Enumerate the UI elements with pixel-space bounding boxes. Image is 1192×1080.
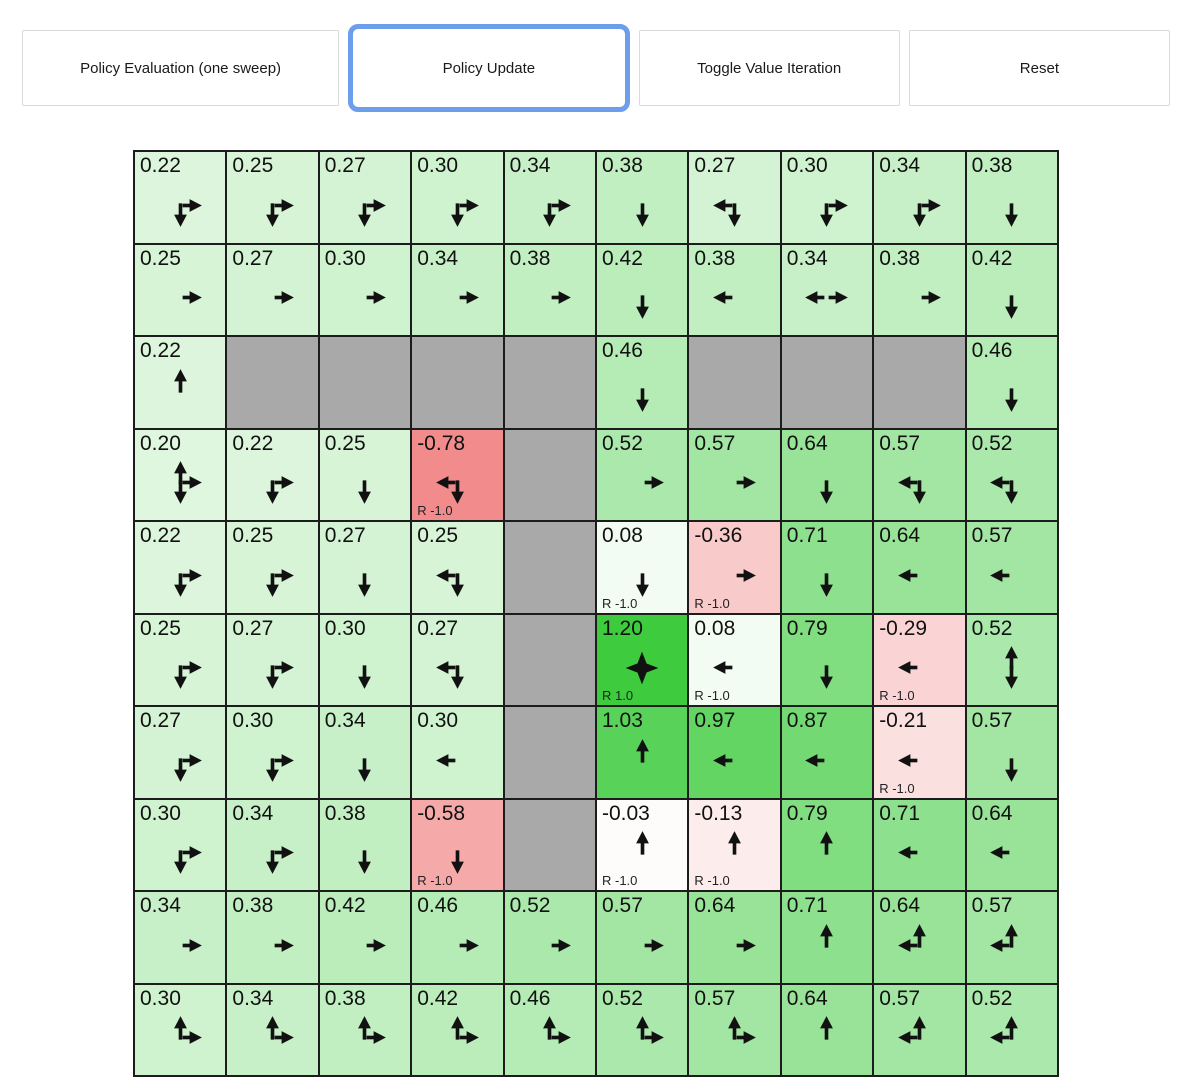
grid-cell <box>320 707 410 798</box>
grid-cell <box>597 337 687 428</box>
cell-value: -0.13 <box>694 801 743 825</box>
grid-cell <box>689 522 779 613</box>
policy-arrow-icon <box>619 829 666 876</box>
reward-label: R -1.0 <box>879 688 915 703</box>
policy-arrow-icon <box>526 1014 573 1061</box>
grid-cell <box>320 152 410 243</box>
cell-value: 0.38 <box>324 801 366 825</box>
grid-cell <box>689 430 779 521</box>
wall-cell <box>505 522 595 613</box>
cell-value: 0.34 <box>232 986 274 1010</box>
grid-cell <box>135 152 225 243</box>
policy-arrow-icon <box>249 182 296 229</box>
grid-cell <box>320 985 410 1076</box>
cell-value: -0.58 <box>417 801 466 825</box>
grid-cell <box>782 245 872 336</box>
cell-value: 0.64 <box>786 986 828 1010</box>
cell-value: 0.25 <box>232 154 274 177</box>
policy-evaluation-button[interactable]: Policy Evaluation (one sweep) <box>22 30 339 106</box>
cell-value: 0.27 <box>417 616 459 640</box>
grid-cell <box>874 152 964 243</box>
grid-cell <box>135 337 225 428</box>
cell-value: 0.46 <box>509 986 551 1010</box>
grid-cell <box>505 985 595 1076</box>
cell-value: -0.36 <box>694 524 743 547</box>
grid-cell <box>135 522 225 613</box>
policy-arrow-icon <box>896 644 943 691</box>
grid-cell <box>412 152 502 243</box>
policy-arrow-icon <box>249 459 296 506</box>
cell-value: -0.78 <box>417 431 466 455</box>
grid-cell <box>320 430 410 521</box>
cell-value: 0.22 <box>140 524 181 547</box>
grid-cell <box>782 430 872 521</box>
cell-value: 0.71 <box>786 524 828 547</box>
grid-cell <box>597 985 687 1076</box>
policy-arrow-icon <box>341 274 388 321</box>
grid-cell <box>874 800 964 891</box>
wall-cell <box>412 337 502 428</box>
grid-cell <box>412 707 502 798</box>
policy-arrow-icon <box>434 737 481 784</box>
cell-value: 1.03 <box>602 709 643 732</box>
grid-cell <box>874 985 964 1076</box>
policy-arrow-icon <box>988 644 1035 691</box>
grid-cell <box>227 430 317 521</box>
grid-cell <box>597 245 687 336</box>
policy-arrow-icon <box>896 274 943 321</box>
reward-label: R -1.0 <box>417 873 453 888</box>
wall-cell <box>505 615 595 706</box>
cell-value: 0.27 <box>140 709 181 732</box>
policy-arrow-icon <box>434 459 481 506</box>
policy-arrow-icon <box>711 1014 758 1061</box>
policy-arrow-icon <box>711 922 758 969</box>
policy-arrow-icon <box>157 459 204 506</box>
policy-arrow-icon <box>249 552 296 599</box>
cell-value: 0.25 <box>417 524 459 547</box>
cell-value: 0.27 <box>232 246 274 270</box>
cell-value: 0.46 <box>417 894 459 917</box>
grid-cell <box>412 522 502 613</box>
grid-cell <box>782 152 872 243</box>
cell-value: 0.22 <box>140 339 181 362</box>
grid-cell <box>227 245 317 336</box>
cell-value: 0.38 <box>879 246 921 270</box>
grid-cell <box>689 245 779 336</box>
policy-arrow-icon <box>896 459 943 506</box>
grid-cell <box>135 430 225 521</box>
reward-label: R -1.0 <box>694 688 730 703</box>
policy-arrow-icon <box>249 1014 296 1061</box>
policy-arrow-icon <box>711 829 758 876</box>
grid-cell <box>782 615 872 706</box>
grid-cell <box>597 800 687 891</box>
grid-cell <box>967 152 1057 243</box>
cell-value: 0.30 <box>324 616 366 640</box>
policy-arrow-icon <box>711 274 758 321</box>
grid-cell <box>135 615 225 706</box>
policy-arrow-icon <box>434 274 481 321</box>
cell-value: 0.25 <box>232 524 274 547</box>
cell-value: 0.87 <box>786 709 828 732</box>
policy-arrow-icon <box>341 1014 388 1061</box>
cell-value: 0.34 <box>417 246 459 270</box>
grid-cell <box>967 245 1057 336</box>
grid-cell <box>135 985 225 1076</box>
cell-value: 0.57 <box>694 986 736 1010</box>
cell-value: 0.46 <box>971 339 1013 362</box>
cell-value: -0.29 <box>879 616 928 640</box>
policy-arrow-icon <box>434 552 481 599</box>
cell-value: 0.22 <box>140 154 181 177</box>
cell-value: 0.30 <box>786 154 828 177</box>
cell-value: 0.57 <box>694 431 736 455</box>
grid-cell <box>412 245 502 336</box>
policy-arrow-icon <box>341 922 388 969</box>
wall-cell <box>782 337 872 428</box>
toggle-value-iteration-button[interactable]: Toggle Value Iteration <box>639 30 900 106</box>
grid-cell <box>967 615 1057 706</box>
grid-cell <box>782 800 872 891</box>
reward-label: R -1.0 <box>694 595 730 611</box>
grid-cell <box>874 892 964 983</box>
cell-value: 0.38 <box>971 154 1013 177</box>
grid-cell <box>412 985 502 1076</box>
reward-label: R -1.0 <box>417 503 453 518</box>
wall-cell <box>505 800 595 891</box>
grid-cell <box>597 615 687 706</box>
cell-value: 0.42 <box>602 246 643 270</box>
wall-cell <box>689 337 779 428</box>
cell-value: 0.25 <box>140 246 181 270</box>
wall-cell <box>505 337 595 428</box>
cell-value: 0.79 <box>786 616 828 640</box>
grid-cell <box>967 707 1057 798</box>
policy-arrow-icon <box>619 367 666 414</box>
cell-value: 0.08 <box>602 524 643 547</box>
grid-cell <box>227 615 317 706</box>
cell-value: 0.25 <box>324 431 366 455</box>
cell-value: 0.30 <box>232 709 274 732</box>
reset-button[interactable]: Reset <box>909 30 1170 106</box>
cell-value: 0.52 <box>971 431 1013 455</box>
policy-arrow-icon <box>434 829 481 876</box>
policy-arrow-icon <box>249 829 296 876</box>
cell-value: 0.27 <box>324 524 366 547</box>
grid-cell <box>782 707 872 798</box>
policy-arrow-icon <box>249 922 296 969</box>
policy-arrow-icon <box>157 737 204 784</box>
wall-cell <box>505 707 595 798</box>
grid-cell <box>505 245 595 336</box>
policy-arrow-icon <box>896 922 943 969</box>
cell-value: 0.57 <box>602 894 643 917</box>
cell-value: 0.34 <box>879 154 921 177</box>
grid-cell <box>135 800 225 891</box>
cell-value: 0.22 <box>232 431 274 455</box>
cell-value: 0.30 <box>140 986 181 1010</box>
policy-arrow-icon <box>341 737 388 784</box>
policy-arrow-icon <box>434 1014 481 1061</box>
grid-cell <box>135 707 225 798</box>
grid-cell <box>689 892 779 983</box>
grid-cell <box>967 337 1057 428</box>
reward-label: R 1.0 <box>602 688 634 703</box>
grid-cell <box>689 152 779 243</box>
policy-arrow-icon <box>157 922 204 969</box>
cell-value: 0.34 <box>324 709 366 732</box>
policy-arrow-icon <box>711 182 758 229</box>
cell-value: 0.64 <box>786 431 828 455</box>
policy-arrow-icon <box>803 182 850 229</box>
policy-arrow-icon <box>157 829 204 876</box>
policy-arrow-icon <box>619 552 666 599</box>
policy-arrow-icon <box>988 737 1035 784</box>
cell-value: 0.64 <box>694 894 736 917</box>
cell-value: 0.71 <box>879 801 921 825</box>
wall-cell <box>227 337 317 428</box>
grid-cell <box>320 245 410 336</box>
reward-label: R -1.0 <box>694 873 730 888</box>
cell-value: 0.38 <box>694 246 736 270</box>
cell-value: 0.34 <box>509 154 551 177</box>
grid-cell <box>227 707 317 798</box>
grid-cell <box>412 615 502 706</box>
grid-cell <box>782 985 872 1076</box>
grid-cell <box>967 430 1057 521</box>
cell-value: 0.79 <box>786 801 828 825</box>
policy-arrow-icon <box>157 367 204 414</box>
grid-cell <box>967 985 1057 1076</box>
grid-cell <box>689 800 779 891</box>
policy-arrow-icon <box>434 644 481 691</box>
policy-arrow-icon <box>711 552 758 599</box>
cell-value: 0.52 <box>602 986 643 1010</box>
cell-value: 0.57 <box>971 709 1013 732</box>
grid-cell <box>227 152 317 243</box>
cell-value: 0.27 <box>324 154 366 177</box>
grid-cell <box>597 522 687 613</box>
cell-value: 0.34 <box>232 801 274 825</box>
policy-arrow-icon <box>803 552 850 599</box>
grid-cell <box>320 892 410 983</box>
grid-cell <box>227 985 317 1076</box>
policy-arrow-icon <box>434 182 481 229</box>
policy-arrow-icon <box>526 922 573 969</box>
grid-cell <box>782 892 872 983</box>
policy-arrow-icon <box>896 829 943 876</box>
cell-value: 0.57 <box>879 431 921 455</box>
grid-cell <box>135 245 225 336</box>
grid-cell <box>597 430 687 521</box>
grid-cell <box>689 985 779 1076</box>
grid-cell <box>782 522 872 613</box>
wall-cell <box>874 337 964 428</box>
grid-cell <box>967 522 1057 613</box>
grid-cell <box>412 430 502 521</box>
wall-cell <box>505 430 595 521</box>
cell-value: 0.34 <box>140 894 181 917</box>
cell-value: 0.38 <box>324 986 366 1010</box>
policy-arrow-icon <box>988 552 1035 599</box>
cell-value: -0.03 <box>602 801 650 825</box>
policy-arrow-icon <box>526 274 573 321</box>
grid-cell <box>874 707 964 798</box>
grid-cell <box>967 892 1057 983</box>
cell-value: 0.30 <box>417 709 459 732</box>
cell-value: 0.64 <box>971 801 1013 825</box>
cell-value: 0.42 <box>971 246 1013 270</box>
policy-arrow-icon <box>803 829 850 876</box>
grid-cell <box>689 707 779 798</box>
policy-arrow-icon <box>896 737 943 784</box>
reward-label: R -1.0 <box>602 595 638 611</box>
policy-arrow-icon <box>157 1014 204 1061</box>
grid-cell <box>412 892 502 983</box>
policy-arrow-icon <box>157 644 204 691</box>
cell-value: 0.52 <box>509 894 551 917</box>
cell-value: 0.38 <box>232 894 274 917</box>
policy-arrow-icon <box>988 1014 1035 1061</box>
cell-value: 0.27 <box>232 616 274 640</box>
policy-arrow-icon <box>619 182 666 229</box>
policy-update-button[interactable]: Policy Update <box>348 24 629 112</box>
policy-arrow-icon <box>619 1014 666 1061</box>
cell-value: 0.97 <box>694 709 736 732</box>
grid-cell <box>689 615 779 706</box>
policy-arrow-icon <box>988 829 1035 876</box>
policy-arrow-icon <box>249 644 296 691</box>
grid-cell <box>320 615 410 706</box>
grid-cell <box>320 800 410 891</box>
policy-arrow-icon <box>619 274 666 321</box>
policy-arrow-icon <box>619 922 666 969</box>
cell-value: 0.30 <box>140 801 181 825</box>
policy-arrow-icon <box>341 552 388 599</box>
cell-value: 0.42 <box>324 894 366 917</box>
grid-cell <box>227 800 317 891</box>
grid-cell <box>135 892 225 983</box>
reward-label: R -1.0 <box>602 873 638 888</box>
cell-value: 0.25 <box>140 616 181 640</box>
policy-arrow-icon <box>157 274 204 321</box>
cell-value: 0.27 <box>694 154 736 177</box>
policy-arrow-icon <box>434 922 481 969</box>
cell-value: 1.20 <box>602 616 643 640</box>
policy-arrow-icon <box>896 1014 943 1061</box>
policy-arrow-icon <box>803 922 850 969</box>
policy-arrow-icon <box>249 737 296 784</box>
policy-arrow-icon <box>341 644 388 691</box>
policy-arrow-icon <box>803 644 850 691</box>
cell-value: 0.38 <box>509 246 551 270</box>
policy-arrow-icon <box>619 737 666 784</box>
cell-value: 0.57 <box>879 986 921 1010</box>
grid-cell <box>505 892 595 983</box>
cell-value: 0.52 <box>602 431 643 455</box>
grid-cell <box>505 152 595 243</box>
policy-arrow-icon <box>803 1014 850 1061</box>
policy-arrow-icon <box>896 182 943 229</box>
grid-cell <box>874 245 964 336</box>
cell-value: 0.46 <box>602 339 643 362</box>
policy-arrow-icon <box>803 459 850 506</box>
cell-value: 0.38 <box>602 154 643 177</box>
policy-arrow-icon <box>341 829 388 876</box>
grid-cell <box>597 892 687 983</box>
cell-value: 0.42 <box>417 986 459 1010</box>
toolbar <box>22 22 1170 114</box>
terminal-state-icon <box>622 648 662 688</box>
grid-cell <box>967 800 1057 891</box>
wall-cell <box>320 337 410 428</box>
grid-cell <box>597 707 687 798</box>
policy-arrow-icon <box>988 274 1035 321</box>
cell-value: 0.30 <box>417 154 459 177</box>
policy-arrow-icon <box>249 274 296 321</box>
cell-value: 0.52 <box>971 616 1013 640</box>
policy-arrow-icon <box>988 367 1035 414</box>
cell-value: 0.30 <box>324 246 366 270</box>
cell-value: 0.08 <box>694 616 736 640</box>
policy-arrow-icon <box>619 459 666 506</box>
cell-value: -0.21 <box>879 709 928 732</box>
cell-value: 0.57 <box>971 524 1013 547</box>
grid-cell <box>227 892 317 983</box>
cell-value: 0.34 <box>786 246 828 270</box>
grid-cell <box>412 800 502 891</box>
reward-label: R -1.0 <box>879 780 915 796</box>
grid-cell <box>874 522 964 613</box>
cell-value: 0.64 <box>879 524 921 547</box>
cell-value: 0.71 <box>786 894 828 917</box>
cell-value: 0.52 <box>971 986 1013 1010</box>
grid-cell <box>227 522 317 613</box>
policy-arrow-icon <box>711 644 758 691</box>
policy-arrow-icon <box>803 737 850 784</box>
policy-arrow-icon <box>803 274 850 321</box>
policy-arrow-icon <box>157 182 204 229</box>
policy-arrow-icon <box>526 182 573 229</box>
grid-cell <box>874 430 964 521</box>
policy-arrow-icon <box>711 737 758 784</box>
cell-value: 0.57 <box>971 894 1013 917</box>
grid-cell <box>597 152 687 243</box>
policy-arrow-icon <box>341 182 388 229</box>
policy-arrow-icon <box>988 459 1035 506</box>
policy-arrow-icon <box>988 182 1035 229</box>
cell-value: 0.20 <box>140 431 181 455</box>
grid-cell <box>320 522 410 613</box>
grid-cell <box>874 615 964 706</box>
policy-arrow-icon <box>341 459 388 506</box>
gridworld <box>133 150 1059 1077</box>
policy-arrow-icon <box>711 459 758 506</box>
policy-arrow-icon <box>988 922 1035 969</box>
policy-arrow-icon <box>157 552 204 599</box>
policy-arrow-icon <box>896 552 943 599</box>
cell-value: 0.64 <box>879 894 921 917</box>
